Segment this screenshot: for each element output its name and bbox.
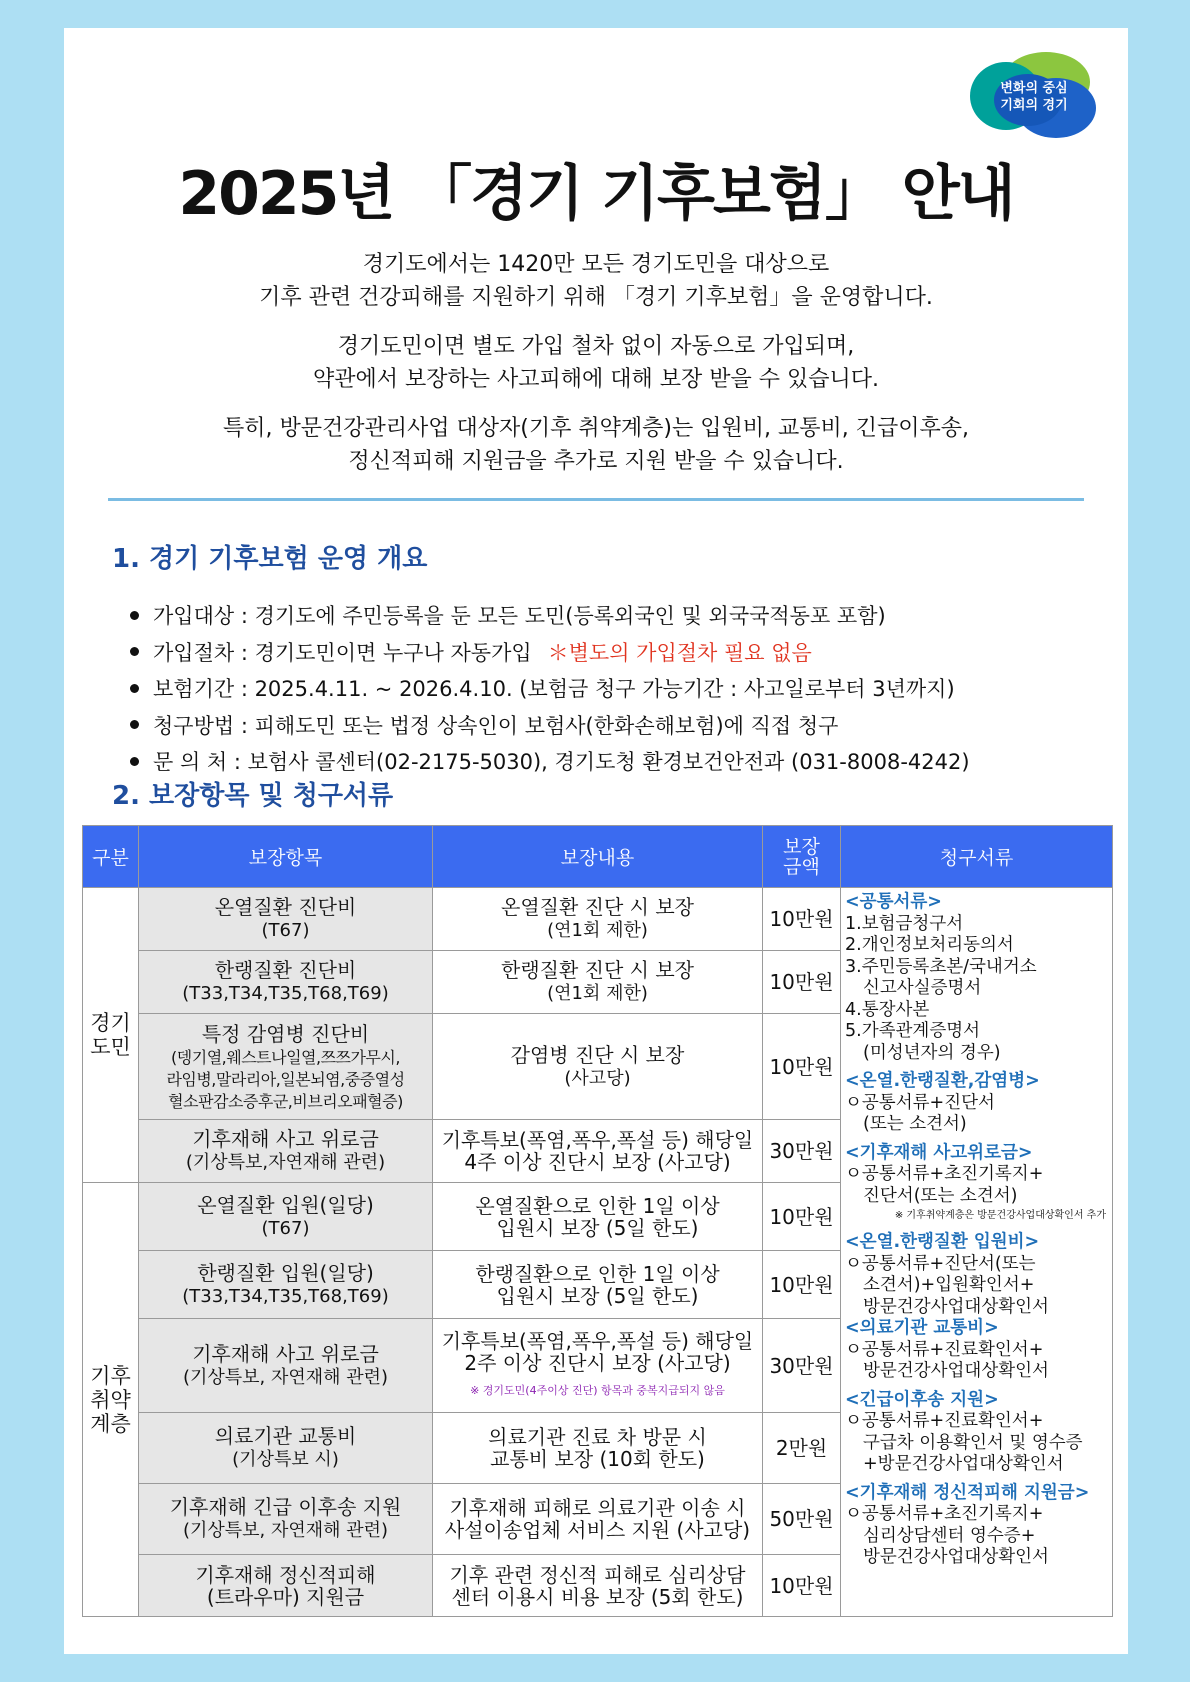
coverage-item: 기후재해 사고 위로금 (기상특보, 자연재해 관련) [139, 1319, 433, 1413]
group-resident: 경기 도민 [83, 888, 139, 1183]
logo-line-2: 기회의 경기 [1000, 98, 1068, 113]
bullet-icon [130, 684, 139, 693]
section-1-title: 1. 경기 기후보험 운영 개요 [112, 544, 428, 574]
intro-line: 정신적피해 지원금을 추가로 지원 받을 수 있습니다. [348, 449, 844, 474]
no-signup-note: ＊별도의 가입절차 필요 없음 [547, 640, 812, 665]
table-header-row [83, 826, 1113, 888]
list-item: 가입절차 : 경기도민이면 누구나 자동가입 ＊별도의 가입절차 필요 없음 [130, 635, 970, 672]
intro-line: 경기도에서는 1420만 모든 경기도민을 대상으로 [362, 252, 830, 277]
coverage-item: 온열질환 입원(일당) (T67) [139, 1183, 433, 1251]
notice-sheet [64, 28, 1128, 1654]
coverage-content: 한랭질환 진단 시 보장 (연1회 제한) [433, 951, 763, 1014]
coverage-content: 기후특보(폭염,폭우,폭설 등) 해당일 4주 이상 진단시 보장 (사고당) [433, 1120, 763, 1183]
coverage-amount: 10만원 [763, 888, 841, 951]
intro-paragraph-2 [64, 330, 1128, 396]
duplicate-note: ※ 경기도민(4주이상 진단) 항목과 중복지급되지 않음 [470, 1383, 725, 1397]
intro-line: 약관에서 보장하는 사고피해에 대해 보장 받을 수 있습니다. [313, 367, 879, 392]
coverage-content: 기후특보(폭염,폭우,폭설 등) 해당일 2주 이상 진단시 보장 (사고당) ※ 경기도민(4주이상 진단) 항목과 중복지급되지 않음 [433, 1319, 763, 1413]
coverage-amount: 10만원 [763, 1555, 841, 1617]
header-amount: 보장 금액 [763, 826, 841, 888]
intro-paragraph-3 [64, 412, 1128, 478]
overview-list [130, 598, 970, 781]
coverage-content: 감염병 진단 시 보장 (사고당) [433, 1014, 763, 1120]
coverage-amount: 10만원 [763, 1251, 841, 1319]
logo-slogan [966, 80, 1102, 114]
coverage-content: 온열질환으로 인한 1일 이상 입원시 보장 (5일 한도) [433, 1183, 763, 1251]
table-row [83, 888, 1113, 951]
group-vulnerable: 기후 취약 계층 [83, 1183, 139, 1617]
coverage-item: 온열질환 진단비 (T67) [139, 888, 433, 951]
coverage-item: 기후재해 정신적피해 (트라우마) 지원금 [139, 1555, 433, 1617]
list-item: 청구방법 : 피해도민 또는 법정 상속인이 보험사(한화손해보험)에 직접 청구 [130, 708, 970, 745]
coverage-item: 의료기관 교통비 (기상특보 시) [139, 1413, 433, 1484]
bullet-icon [130, 720, 139, 729]
gyeonggi-logo [966, 48, 1102, 148]
bullet-icon [130, 757, 139, 766]
header-item: 보장항목 [139, 826, 433, 888]
coverage-item: 특정 감염병 진단비 (뎅기열,웨스트나일열,쯔쯔가무시, 라임병,말라리아,일본뇌염,중증열성 혈소판감소증후군,비브리오패혈증) [139, 1014, 433, 1120]
intro-line: 특히, 방문건강관리사업 대상자(기후 취약계층)는 입원비, 교통비, 긴급이후송, [223, 416, 969, 441]
coverage-amount: 50만원 [763, 1484, 841, 1555]
claim-documents: <공통서류> 1.보험금청구서 2.개인정보처리동의서 3.주민등록초본/국내거소 신고사실증명서 4.통장사본 5.가족관계증명서 (미성년자의 경우) <온열.한랭질환,감염병> ㅇ공통서류+진단서 (또는 소견서) <기후재해 사고위로금> ㅇ공통서류+초진기록지+ 진단서(또는 소견서) ※ 기후취약계층은 방문건강사업대상확인서 추가 <온열.한랭질환 입원비> ㅇ공통서류+진단서(또는 소견서)+입원확인서+ 방문건강사업대상확인서 <의료기관 교통비> ㅇ공통서류+진료확인서+ 방문건강사업대상확인서 <긴급이후송 지원> ㅇ공통서류+진료확인서+ 구급차 이용확인서 및 영수증 +방문건강사업대상확인서 <기후재해 정신적피해 지원금> ㅇ공통서류+초진기록지+ 심리상담센터 영수증+ 방문건강사업대상확인서 [841, 888, 1113, 1617]
coverage-amount: 2만원 [763, 1413, 841, 1484]
coverage-content: 온열질환 진단 시 보장 (연1회 제한) [433, 888, 763, 951]
page-title: 2025년 「경기 기후보험」 안내 [178, 159, 1014, 229]
header-group: 구분 [83, 826, 139, 888]
coverage-content: 의료기관 진료 차 방문 시 교통비 보장 (10회 한도) [433, 1413, 763, 1484]
coverage-amount: 30만원 [763, 1319, 841, 1413]
coverage-item: 한랭질환 입원(일당) (T33,T34,T35,T68,T69) [139, 1251, 433, 1319]
coverage-item: 기후재해 사고 위로금 (기상특보,자연재해 관련) [139, 1120, 433, 1183]
header-docs: 청구서류 [841, 826, 1113, 888]
intro-line: 경기도민이면 별도 가입 철차 없이 자동으로 가입되며, [337, 334, 855, 359]
coverage-content: 기후 관련 정신적 피해로 심리상담 센터 이용시 비용 보장 (5회 한도) [433, 1555, 763, 1617]
section-2-title: 2. 보장항목 및 청구서류 [112, 781, 394, 811]
list-item: 문 의 처 : 보험사 콜센터(02-2175-5030), 경기도청 환경보건안전과 (031-8008-4242) [130, 744, 970, 781]
divider [108, 498, 1084, 501]
coverage-content: 기후재해 피해로 의료기관 이송 시 사설이송업체 서비스 지원 (사고당) [433, 1484, 763, 1555]
intro-line: 기후 관련 건강피해를 지원하기 위해 「경기 기후보험」을 운영합니다. [259, 285, 933, 310]
coverage-amount: 10만원 [763, 1014, 841, 1120]
bullet-icon [130, 647, 139, 656]
intro-paragraph-1 [64, 248, 1128, 314]
coverage-amount: 10만원 [763, 951, 841, 1014]
list-item: 가입대상 : 경기도에 주민등록을 둔 모든 도민(등록외국인 및 외국국적동포 포함) [130, 598, 970, 635]
logo-line-1: 변화의 중심 [1000, 81, 1068, 96]
coverage-item: 한랭질환 진단비 (T33,T34,T35,T68,T69) [139, 951, 433, 1014]
coverage-amount: 10만원 [763, 1183, 841, 1251]
coverage-amount: 30만원 [763, 1120, 841, 1183]
bullet-icon [130, 611, 139, 620]
coverage-content: 한랭질환으로 인한 1일 이상 입원시 보장 (5일 한도) [433, 1251, 763, 1319]
header-content: 보장내용 [433, 826, 763, 888]
coverage-table [82, 825, 1113, 1617]
list-item: 보험기간 : 2025.4.11. ~ 2026.4.10. (보험금 청구 가능기간 : 사고일로부터 3년까지) [130, 671, 970, 708]
coverage-item: 기후재해 긴급 이후송 지원 (기상특보, 자연재해 관련) [139, 1484, 433, 1555]
